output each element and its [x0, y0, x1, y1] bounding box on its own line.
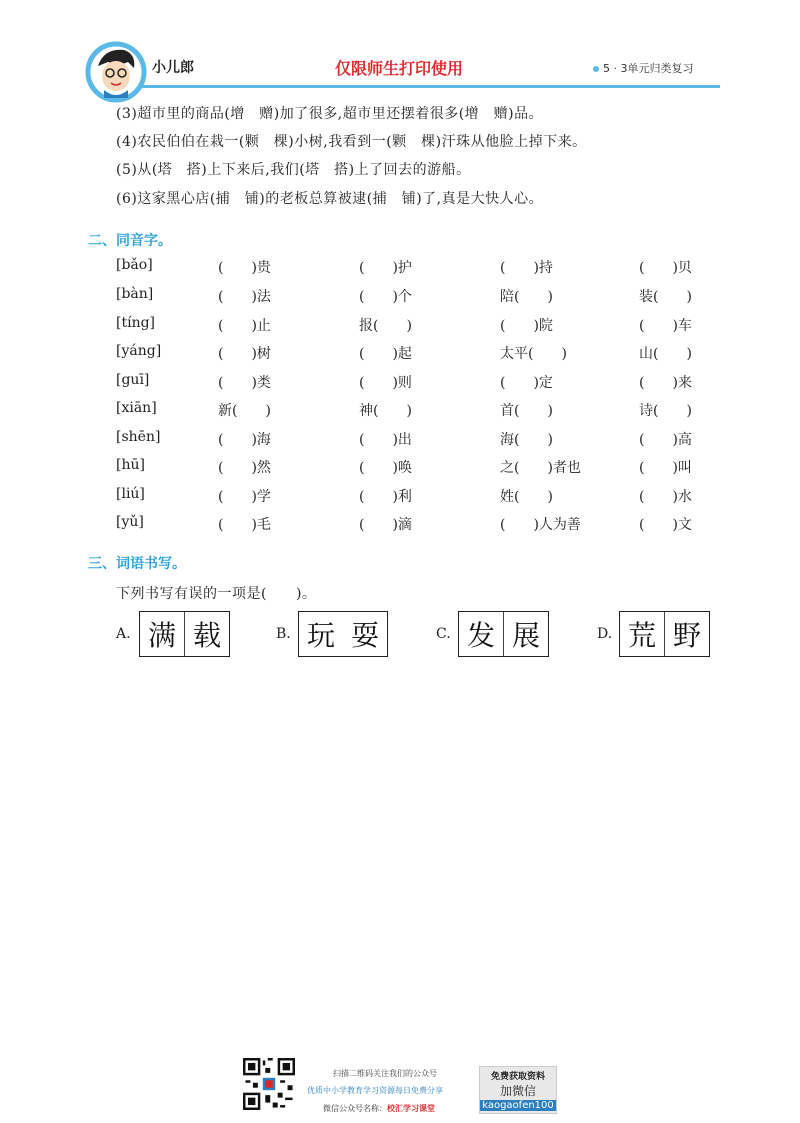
blank-item: 装( ) — [639, 289, 692, 305]
footer-account-name: 微信公众号名称：校汇学习课堂 — [323, 1104, 435, 1113]
blank-item: 诗( ) — [639, 403, 692, 419]
pinyin-label: [bàn] — [116, 286, 154, 302]
character-cell: 发 — [466, 619, 495, 652]
homophone-row — [116, 429, 716, 453]
option-label: C. — [436, 626, 451, 642]
badge-id: kaogaofen100 — [480, 1100, 556, 1111]
blank-item: 陪( ) — [500, 289, 553, 305]
character-cell: 荒 — [627, 619, 656, 652]
pinyin-label: [bǎo] — [116, 257, 153, 273]
blank-item: ( )法 — [218, 289, 271, 305]
blank-item: 之( )者也 — [500, 460, 581, 476]
option-label: D. — [597, 626, 613, 642]
blank-item: 太平( ) — [500, 346, 567, 362]
blank-item: ( )止 — [218, 318, 271, 334]
exercise-line: (5)从(塔 搭)上下来后,我们(塔 搭)上了回去的游船。 — [116, 162, 471, 178]
blank-item: ( )海 — [218, 432, 271, 448]
badge-title: 免费获取资料 — [490, 1072, 545, 1082]
blank-item: ( )个 — [359, 289, 412, 305]
pinyin-label: [guī] — [116, 372, 150, 388]
blank-item: 海( ) — [500, 432, 553, 448]
option-label: B. — [276, 626, 291, 642]
homophone-row — [116, 315, 716, 339]
blank-item: ( )高 — [639, 432, 692, 448]
blank-item: ( )滴 — [359, 517, 412, 533]
blank-item: ( )来 — [639, 375, 692, 391]
blank-item: ( )类 — [218, 375, 271, 391]
option-d-word-box — [619, 611, 710, 657]
badge-label: 加微信 — [499, 1084, 536, 1098]
question-text: 下列书写有误的一项是( )。 — [116, 586, 317, 602]
blank-item: ( )持 — [500, 260, 553, 276]
pinyin-label: [xiān] — [116, 400, 157, 416]
option-b-word-box — [298, 611, 388, 657]
page-footer — [243, 1058, 563, 1118]
blank-item: ( )贵 — [218, 260, 271, 276]
blank-item: ( )利 — [359, 489, 412, 505]
homophone-row — [116, 372, 716, 396]
footer-scan-text: 扫描二维码关注我们的公众号 — [333, 1069, 437, 1078]
blank-item: ( )学 — [218, 489, 271, 505]
blank-item: ( )定 — [500, 375, 553, 391]
option-c-word-box — [458, 611, 549, 657]
exercise-line: (4)农民伯伯在栽一(颗 棵)小树,我看到一(颗 棵)汗珠从他脸上掉下来。 — [116, 134, 587, 150]
character-cell: 野 — [664, 612, 709, 656]
exercise-line: (3)超市里的商品(增 赠)加了很多,超市里还摆着很多(增 赠)品。 — [116, 106, 544, 122]
qr-code-icon — [243, 1058, 295, 1110]
blank-item: 报( ) — [359, 318, 412, 334]
pinyin-label: [yáng] — [116, 343, 162, 359]
homophone-row — [116, 514, 716, 538]
footer-slogan: 优质中小学教育学习资源每日免费分享 — [307, 1086, 443, 1095]
page-header — [0, 0, 800, 100]
character-cell: 载 — [184, 612, 229, 656]
pinyin-label: [liú] — [116, 486, 145, 502]
blank-item: 新( ) — [218, 403, 271, 419]
pinyin-label: [hū] — [116, 457, 145, 473]
blank-item: ( )水 — [639, 489, 692, 505]
blank-item: ( )起 — [359, 346, 412, 362]
homophone-row — [116, 457, 716, 481]
character-cell: 耍 — [350, 619, 379, 652]
homophone-row — [116, 400, 716, 424]
unit-label: 5 · 3单元归类复习 — [593, 60, 694, 76]
blank-item: 山( ) — [639, 346, 692, 362]
blank-item: ( )出 — [359, 432, 412, 448]
blank-item: ( )车 — [639, 318, 692, 334]
blank-item: ( )人为善 — [500, 517, 581, 533]
character-cell: 满 — [147, 619, 176, 652]
homophone-row — [116, 257, 716, 281]
homophone-row — [116, 486, 716, 510]
section-title: 三、词语书写。 — [88, 556, 186, 572]
section-title: 二、同音字。 — [88, 233, 172, 249]
pinyin-label: [tíng] — [116, 315, 156, 331]
blank-item: ( )院 — [500, 318, 553, 334]
blank-item: ( )然 — [218, 460, 271, 476]
homophone-row — [116, 343, 716, 367]
wechat-badge — [479, 1066, 557, 1114]
blank-item: 首( ) — [500, 403, 553, 419]
mascot-logo-icon — [84, 40, 148, 104]
exercise-line: (6)这家黑心店(捕 铺)的老板总算被逮(捕 铺)了,真是大快人心。 — [116, 191, 544, 207]
blank-item: 姓( ) — [500, 489, 553, 505]
blank-item: ( )护 — [359, 260, 412, 276]
blank-item: ( )毛 — [218, 517, 271, 533]
blank-item: ( )文 — [639, 517, 692, 533]
blank-item: ( )叫 — [639, 460, 692, 476]
blank-item: ( )树 — [218, 346, 271, 362]
blank-item: ( )则 — [359, 375, 412, 391]
blank-item: ( )唤 — [359, 460, 412, 476]
character-cell: 展 — [503, 612, 548, 656]
bullet-dot-icon — [593, 66, 599, 72]
print-notice: 仅限师生打印使用 — [335, 59, 464, 78]
brand-name: 小儿郎 — [152, 60, 194, 76]
blank-item: 神( ) — [359, 403, 412, 419]
blank-item: ( )贝 — [639, 260, 692, 276]
character-cell: 玩 — [306, 619, 335, 652]
pinyin-label: [shēn] — [116, 429, 161, 445]
option-label: A. — [116, 626, 131, 642]
homophone-row — [116, 286, 716, 310]
option-a-word-box — [139, 611, 230, 657]
pinyin-label: [yǔ] — [116, 514, 144, 530]
